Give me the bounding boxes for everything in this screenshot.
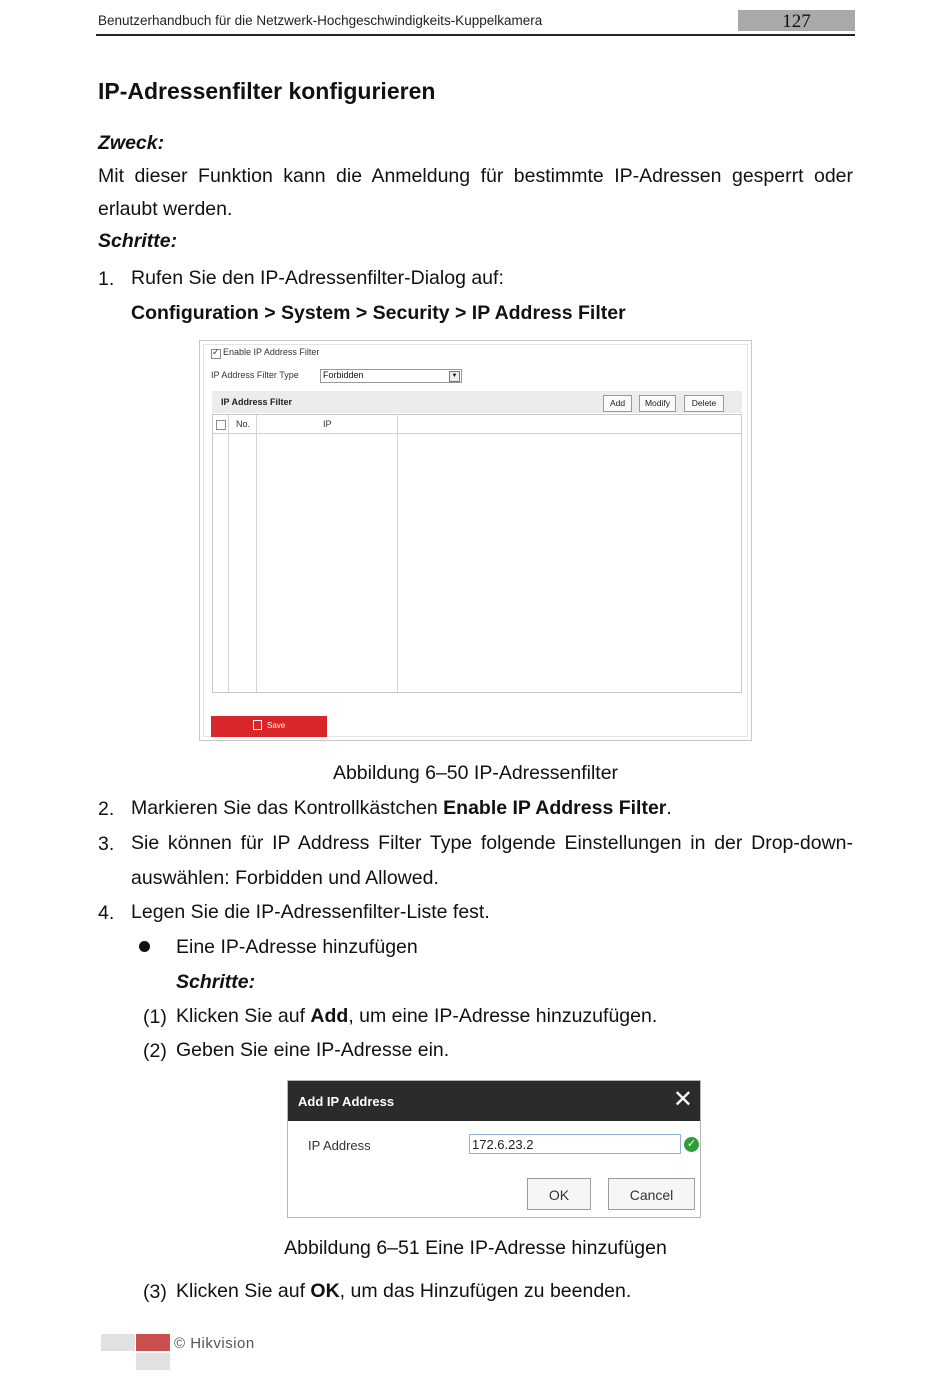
filter-type-label: IP Address Filter Type	[211, 370, 299, 380]
step-4-number: 4.	[98, 902, 115, 924]
substep-3-number: (3)	[143, 1281, 167, 1303]
menu-path: Configuration > System > Security > IP Address Filter	[131, 302, 626, 324]
step-2-text	[131, 792, 672, 825]
substep-3-pre: Klicken Sie auf	[176, 1280, 311, 1302]
table-header-row	[213, 415, 741, 434]
ip-address-input[interactable]: 172.6.23.2	[469, 1134, 681, 1154]
column-no: No.	[236, 419, 251, 429]
save-label: Save	[267, 721, 286, 730]
copyright: © Hikvision	[174, 1335, 255, 1352]
cancel-button[interactable]: Cancel	[608, 1178, 695, 1210]
substep-1-text	[176, 1000, 657, 1033]
table-toolbar	[212, 391, 742, 413]
ip-filter-screenshot	[199, 340, 752, 741]
page-number-box	[738, 10, 855, 31]
column-divider	[256, 415, 257, 692]
purpose-text-line2: erlaubt werden.	[98, 198, 233, 220]
footer-block	[101, 1334, 135, 1351]
enable-filter-label: Enable IP Address Filter	[223, 347, 320, 357]
delete-button[interactable]: Delete	[684, 395, 724, 412]
column-divider	[397, 415, 398, 692]
dropdown-arrow-icon[interactable]: ▼	[449, 371, 460, 382]
figure-1-caption: Abbildung 6–50 IP-Adressenfilter	[332, 762, 619, 784]
ok-button[interactable]: OK	[527, 1178, 591, 1210]
add-button[interactable]: Add	[603, 395, 632, 412]
bullet-icon	[139, 941, 150, 952]
substep-3-bold: OK	[310, 1280, 340, 1302]
substep-1-number: (1)	[143, 1006, 167, 1028]
bullet-steps-label: Schritte:	[176, 971, 256, 993]
column-ip: IP	[323, 419, 332, 429]
figure-2-caption: Abbildung 6–51 Eine IP-Adresse hinzufügen	[284, 1237, 667, 1259]
bullet-text: Eine IP-Adresse hinzufügen	[176, 936, 418, 958]
substep-3-text	[176, 1275, 631, 1308]
steps-label: Schritte:	[98, 230, 178, 252]
step-3-line1: Sie können für IP Address Filter Type folgende Einstellungen in der Drop-down-	[131, 832, 853, 854]
ip-filter-table	[212, 414, 742, 693]
step-1-text: Rufen Sie den IP-Adressenfilter-Dialog auf:	[131, 267, 504, 289]
substep-2-text: Geben Sie eine IP-Adresse ein.	[176, 1039, 450, 1061]
select-all-checkbox[interactable]	[216, 420, 226, 430]
close-icon[interactable]: ✕	[672, 1086, 693, 1113]
save-disk-icon	[253, 720, 262, 730]
page-number: 127	[782, 11, 811, 32]
substep-1-pre: Klicken Sie auf	[176, 1005, 311, 1027]
step-2-pre: Markieren Sie das Kontrollkästchen	[131, 797, 444, 819]
dialog-titlebar	[288, 1081, 700, 1121]
step-2-post: .	[666, 797, 672, 819]
substep-1-post: , um eine IP-Adresse hinzuzufügen.	[348, 1005, 658, 1027]
table-title: IP Address Filter	[221, 397, 293, 407]
modify-button[interactable]: Modify	[639, 395, 676, 412]
filter-type-select[interactable]	[320, 369, 462, 383]
add-ip-dialog-screenshot	[287, 1080, 701, 1218]
step-4-text: Legen Sie die IP-Adressenfilter-Liste fest.	[131, 901, 490, 923]
page-header	[96, 10, 855, 36]
step-3-line2: auswählen: Forbidden und Allowed.	[131, 867, 439, 889]
substep-3-post: , um das Hinzufügen zu beenden.	[339, 1280, 632, 1302]
substep-2-number: (2)	[143, 1040, 167, 1062]
step-2-number: 2.	[98, 798, 115, 820]
save-button[interactable]	[211, 716, 327, 737]
footer-accent-block	[136, 1334, 170, 1351]
step-3-number: 3.	[98, 833, 115, 855]
substep-1-bold: Add	[310, 1005, 349, 1027]
step-2-bold: Enable IP Address Filter	[443, 797, 667, 819]
column-divider	[228, 415, 229, 692]
purpose-label: Zweck:	[98, 132, 165, 154]
dialog-title: Add IP Address	[298, 1094, 395, 1109]
document-title: Benutzerhandbuch für die Netzwerk-Hochgeschwindigkeits-Kuppelkamera	[98, 13, 543, 28]
section-title: IP-Adressenfilter konfigurieren	[98, 78, 436, 104]
enable-filter-checkbox[interactable]	[211, 349, 221, 359]
ip-address-label: IP Address	[308, 1138, 371, 1153]
purpose-text-line1: Mit dieser Funktion kann die Anmeldung für bestimmte IP-Adressen gesperrt oder	[98, 165, 853, 187]
valid-check-icon: ✓	[684, 1137, 699, 1152]
filter-type-value: Forbidden	[323, 370, 364, 380]
step-1-number: 1.	[98, 268, 115, 290]
footer-block	[136, 1353, 170, 1370]
